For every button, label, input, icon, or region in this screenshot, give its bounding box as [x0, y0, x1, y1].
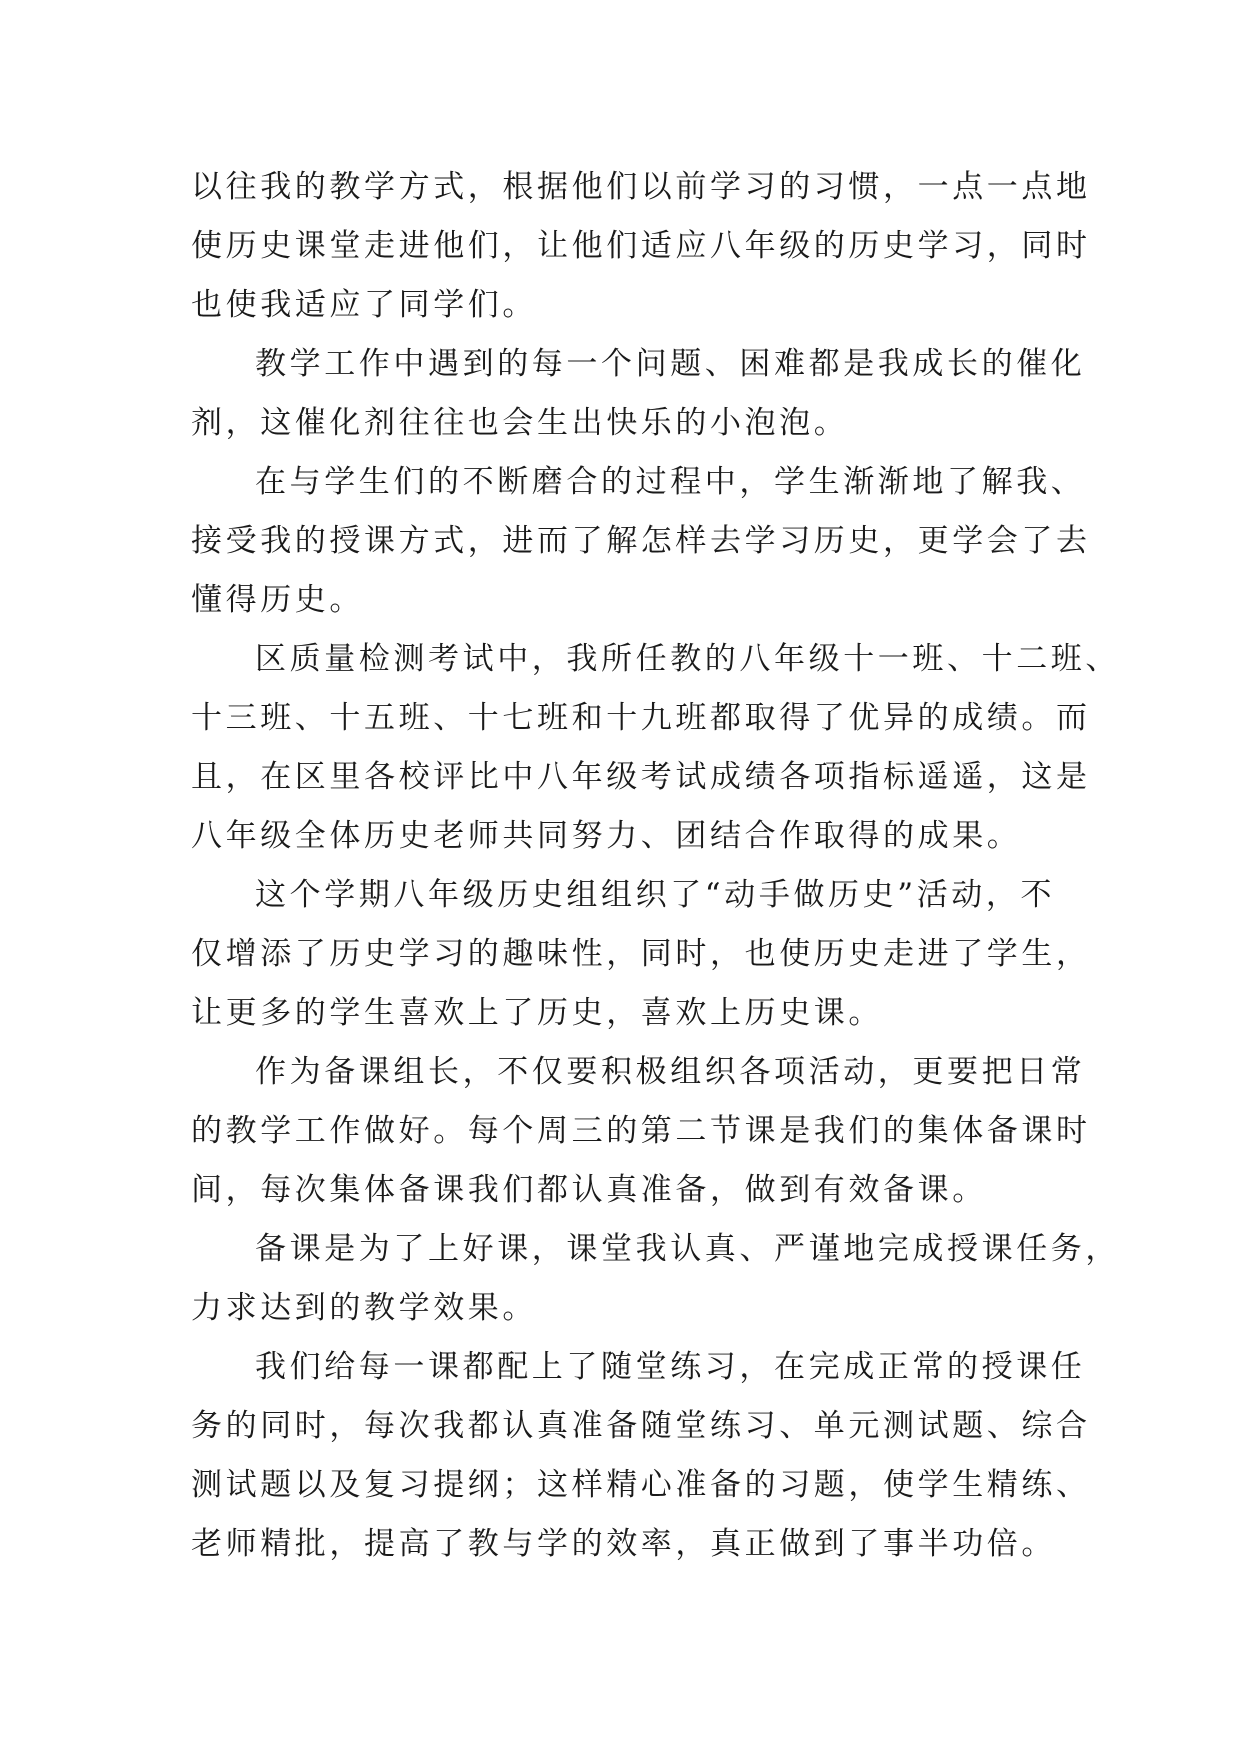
paragraph-line: 八年级全体历史老师共同努力、团结合作取得的成果。: [191, 818, 1022, 854]
paragraph-line: 十三班、十五班、十七班和十九班都取得了优异的成绩。而: [191, 700, 1091, 736]
document-body: [191, 158, 1120, 1574]
paragraph-line: 在与学生们的不断磨合的过程中，学生渐渐地了解我、: [255, 464, 1086, 500]
paragraph-8: [191, 1338, 1091, 1574]
paragraph-line: 让更多的学生喜欢上了历史，喜欢上历史课。: [191, 995, 883, 1031]
paragraph-7: [191, 1220, 1120, 1338]
paragraph-1: [191, 158, 1091, 335]
paragraph-line: 我们给每一课都配上了随堂练习，在完成正常的授课任: [255, 1349, 1086, 1385]
paragraph-line: 备课是为了上好课，课堂我认真、严谨地完成授课任务，: [255, 1231, 1120, 1267]
paragraph-line: 区质量检测考试中，我所任教的八年级十一班、十二班、: [255, 641, 1120, 677]
paragraph-line: 以往我的教学方式，根据他们以前学习的习惯，一点一点地: [191, 169, 1091, 205]
paragraph-2: [191, 335, 1086, 453]
paragraph-5: [191, 866, 1091, 1043]
paragraph-line: 教学工作中遇到的每一个问题、困难都是我成长的催化: [255, 346, 1086, 382]
paragraph-line: 使历史课堂走进他们，让他们适应八年级的历史学习，同时: [191, 228, 1091, 264]
paragraph-4: [191, 630, 1120, 866]
paragraph-line: 老师精批，提高了教与学的效率，真正做到了事半功倍。: [191, 1526, 1056, 1562]
paragraph-line: 间，每次集体备课我们都认真准备，做到有效备课。: [191, 1172, 987, 1208]
paragraph-6: [191, 1043, 1091, 1220]
paragraph-line: 也使我适应了同学们。: [191, 287, 537, 323]
paragraph-line: 仅增添了历史学习的趣味性，同时，也使历史走进了学生，: [191, 936, 1091, 972]
paragraph-line: 接受我的授课方式，进而了解怎样去学习历史，更学会了去: [191, 523, 1091, 559]
paragraph-line: 的教学工作做好。每个周三的第二节课是我们的集体备课时: [191, 1113, 1091, 1149]
paragraph-line: 力求达到的教学效果。: [191, 1290, 537, 1326]
paragraph-3: [191, 453, 1091, 630]
paragraph-line: 懂得历史。: [191, 582, 364, 618]
paragraph-line: 作为备课组长，不仅要积极组织各项活动，更要把日常: [255, 1054, 1086, 1090]
paragraph-line: 务的同时，每次我都认真准备随堂练习、单元测试题、综合: [191, 1408, 1091, 1444]
paragraph-line: 剂，这催化剂往往也会生出快乐的小泡泡。: [191, 405, 849, 441]
paragraph-line: 这个学期八年级历史组组织了“动手做历史”活动，不: [255, 877, 1056, 913]
paragraph-line: 测试题以及复习提纲；这样精心准备的习题，使学生精练、: [191, 1467, 1091, 1503]
paragraph-line: 且，在区里各校评比中八年级考试成绩各项指标遥遥，这是: [191, 759, 1091, 795]
